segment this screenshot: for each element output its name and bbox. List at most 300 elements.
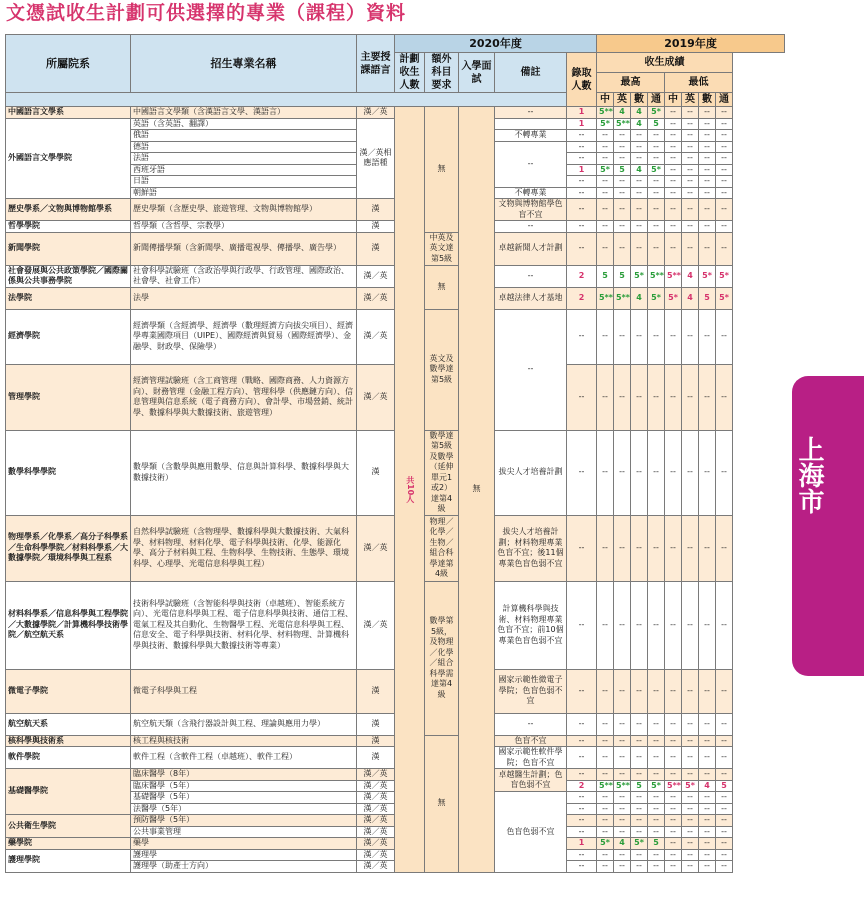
lang-cell: 漢 — [357, 669, 395, 713]
score-lo-cell: -- — [665, 792, 682, 804]
score-lo-cell: -- — [716, 221, 733, 233]
score-lo-cell: -- — [699, 430, 716, 515]
major-cell: 法學 — [131, 287, 357, 309]
score-hi-cell: -- — [648, 713, 665, 735]
score-lo-cell: 5 — [716, 780, 733, 792]
score-lo-cell: -- — [716, 713, 733, 735]
score-hi-cell: -- — [648, 430, 665, 515]
major-cell: 日語 — [131, 176, 357, 188]
score-lo-cell: -- — [665, 107, 682, 119]
extra-req-cell: 英文及數學達第5級 — [425, 309, 459, 430]
lang-cell: 漢／英 — [357, 826, 395, 838]
score-hi-cell: -- — [631, 815, 648, 827]
score-lo-cell: -- — [716, 849, 733, 861]
score-hi-cell: -- — [631, 199, 648, 221]
admitted-cell: -- — [567, 803, 597, 815]
score-hi-cell: -- — [614, 232, 631, 265]
score-lo-cell: -- — [665, 669, 682, 713]
lang-cell: 漢 — [357, 735, 395, 747]
score-lo-cell: -- — [699, 515, 716, 581]
score-lo-cell: -- — [716, 826, 733, 838]
lang-cell: 漢／英 — [357, 849, 395, 861]
score-lo-cell: -- — [716, 815, 733, 827]
score-hi-cell: -- — [597, 187, 614, 199]
extra-req-cell: 無 — [425, 107, 459, 233]
major-cell: 基礎醫學（5年） — [131, 792, 357, 804]
major-cell: 軟件工程（含軟件工程（卓越班）、軟件工程） — [131, 747, 357, 769]
score-hi-cell: -- — [597, 769, 614, 781]
remarks-cell: 色盲色弱不宜 — [495, 792, 567, 873]
score-lo-cell: -- — [699, 747, 716, 769]
remarks-cell: -- — [495, 713, 567, 735]
score-lo-cell: -- — [699, 861, 716, 873]
score-hi-cell: 5 — [648, 838, 665, 850]
score-hi-cell: -- — [648, 309, 665, 364]
score-hi-cell: 5* — [597, 838, 614, 850]
header-dept: 所屬院系 — [6, 35, 131, 93]
score-lo-cell: -- — [665, 849, 682, 861]
score-lo-cell: -- — [682, 792, 699, 804]
remarks-cell: 國家示範性軟件學院；色盲不宜 — [495, 747, 567, 769]
score-hi-cell: -- — [614, 309, 631, 364]
admitted-cell: -- — [567, 861, 597, 873]
score-lo-cell: -- — [716, 232, 733, 265]
score-lo-cell: -- — [682, 515, 699, 581]
score-lo-cell: -- — [699, 849, 716, 861]
admitted-cell: -- — [567, 199, 597, 221]
score-lo-cell: -- — [682, 815, 699, 827]
score-lo-cell: -- — [716, 861, 733, 873]
score-hi-cell: -- — [631, 309, 648, 364]
score-hi-cell: -- — [597, 364, 614, 430]
score-lo-cell: -- — [665, 430, 682, 515]
score-lo-cell: -- — [665, 364, 682, 430]
score-hi-cell: -- — [597, 792, 614, 804]
score-lo-cell: -- — [682, 164, 699, 176]
score-lo-cell: -- — [682, 141, 699, 153]
score-hi-cell: -- — [631, 849, 648, 861]
score-hi-cell: -- — [597, 515, 614, 581]
lang-cell: 漢／英 — [357, 769, 395, 781]
lang-cell: 漢 — [357, 747, 395, 769]
page-title: 文憑試收生計劃可供選擇的專業（課程）資料 — [6, 2, 407, 24]
score-hi-cell: -- — [614, 769, 631, 781]
score-lo-cell: -- — [699, 141, 716, 153]
score-hi-cell: 4 — [614, 838, 631, 850]
score-hi-cell: 5* — [648, 164, 665, 176]
score-lo-cell: -- — [665, 309, 682, 364]
score-hi-cell: -- — [597, 153, 614, 165]
dept-cell: 數學科學學院 — [6, 430, 131, 515]
admission-table-body — [6, 107, 785, 873]
score-hi-cell: -- — [648, 581, 665, 669]
score-hi-cell: -- — [614, 747, 631, 769]
admitted-cell: -- — [567, 221, 597, 233]
dept-cell: 航空航天系 — [6, 713, 131, 735]
lang-cell: 漢／英 — [357, 265, 395, 287]
lang-cell: 漢／英 — [357, 838, 395, 850]
score-lo-cell: -- — [716, 164, 733, 176]
admitted-cell: -- — [567, 232, 597, 265]
score-lo-cell: -- — [665, 815, 682, 827]
score-hi-cell: 5* — [648, 287, 665, 309]
remarks-cell: 卓越法律人才基地 — [495, 287, 567, 309]
dept-cell: 核科學與技術系 — [6, 735, 131, 747]
score-lo-cell: -- — [682, 153, 699, 165]
dept-cell: 藥學院 — [6, 838, 131, 850]
dept-cell: 歷史學系／文物與博物館學系 — [6, 199, 131, 221]
score-hi-cell: -- — [631, 430, 648, 515]
score-hi-cell: 5* — [631, 265, 648, 287]
lang-cell: 漢／英 — [357, 287, 395, 309]
major-cell: 數學類（含數學與應用數學、信息與計算科學、數據科學與大數據技術） — [131, 430, 357, 515]
score-lo-cell: -- — [699, 581, 716, 669]
score-hi-cell: 5** — [597, 780, 614, 792]
score-hi-cell: -- — [597, 430, 614, 515]
remarks-cell: 卓越醫生計劃；色盲色弱不宜 — [495, 769, 567, 792]
score-hi-cell: -- — [614, 153, 631, 165]
dept-cell: 材料科學系／信息科學與工程學院／大數據學院／計算機科學技術學院／航空航天系 — [6, 581, 131, 669]
score-lo-cell: -- — [665, 735, 682, 747]
header-scores: 收生成績 — [597, 53, 733, 73]
score-hi-cell: -- — [614, 176, 631, 188]
lang-cell: 漢／英 — [357, 792, 395, 804]
score-hi-cell: -- — [597, 849, 614, 861]
score-lo-cell: -- — [716, 130, 733, 142]
score-hi-cell: -- — [631, 769, 648, 781]
score-hi-cell: -- — [631, 803, 648, 815]
admitted-cell: -- — [567, 430, 597, 515]
header-quota: 計劃收生人數 — [395, 53, 425, 93]
quota-cell: 共10人 — [395, 107, 425, 873]
score-hi-cell: -- — [614, 364, 631, 430]
score-hi-cell: -- — [648, 861, 665, 873]
score-hi-cell: -- — [614, 803, 631, 815]
score-hi-cell: -- — [648, 176, 665, 188]
score-lo-cell: -- — [716, 803, 733, 815]
lang-cell: 漢／英 — [357, 861, 395, 873]
score-lo-cell: -- — [682, 199, 699, 221]
lang-cell: 漢／英 — [357, 815, 395, 827]
score-lo-cell: 4 — [682, 287, 699, 309]
subj-cn-lo: 中 — [665, 93, 682, 107]
score-hi-cell: -- — [648, 221, 665, 233]
lang-cell: 漢 — [357, 713, 395, 735]
score-hi-cell: 5 — [614, 265, 631, 287]
score-hi-cell: -- — [614, 199, 631, 221]
header-remarks: 備註 — [495, 53, 567, 93]
admitted-cell: -- — [567, 153, 597, 165]
major-cell: 自然科學試驗班（含物理學、數據科學與大數據技術、大氣科學、材料物理、材料化學、電子科學與技術、化學、能源化學、高分子材料與工程、生物科學、生物技術、生態學、環境科學、心理學、光電信息科學與工程） — [131, 515, 357, 581]
major-cell: 護理學 — [131, 849, 357, 861]
score-hi-cell: -- — [648, 803, 665, 815]
dept-cell: 中國語言文學系 — [6, 107, 131, 119]
score-lo-cell: -- — [665, 838, 682, 850]
lang-cell: 漢／英 — [357, 107, 395, 119]
score-hi-cell: 5** — [597, 287, 614, 309]
score-lo-cell: -- — [682, 826, 699, 838]
dept-cell: 管理學院 — [6, 364, 131, 430]
score-lo-cell: 5* — [716, 287, 733, 309]
remarks-cell: 不轉專業 — [495, 187, 567, 199]
remarks-cell: 計算機科學與技術、材料物理專業色盲不宜；前10個專業色盲色弱不宜 — [495, 581, 567, 669]
score-lo-cell: -- — [682, 364, 699, 430]
score-hi-cell: -- — [597, 669, 614, 713]
admitted-cell: -- — [567, 735, 597, 747]
interview-cell: 無 — [459, 107, 495, 873]
score-hi-cell: -- — [614, 815, 631, 827]
score-lo-cell: -- — [716, 515, 733, 581]
extra-req-cell: 無 — [425, 265, 459, 309]
score-hi-cell: -- — [614, 221, 631, 233]
score-hi-cell: -- — [614, 515, 631, 581]
score-hi-cell: -- — [631, 141, 648, 153]
dept-cell: 公共衛生學院 — [6, 815, 131, 838]
score-hi-cell: -- — [614, 849, 631, 861]
score-lo-cell: -- — [682, 430, 699, 515]
score-hi-cell: -- — [614, 130, 631, 142]
score-lo-cell: 5* — [665, 287, 682, 309]
subj-math-hi: 數 — [631, 93, 648, 107]
score-lo-cell: -- — [716, 430, 733, 515]
score-hi-cell: -- — [648, 826, 665, 838]
remarks-cell: -- — [495, 141, 567, 187]
remarks-cell: -- — [495, 309, 567, 430]
admitted-cell: -- — [567, 713, 597, 735]
score-lo-cell: -- — [682, 176, 699, 188]
score-lo-cell: -- — [665, 130, 682, 142]
major-cell: 歷史學類（含歷史學、旅遊管理、文物與博物館學） — [131, 199, 357, 221]
score-hi-cell: -- — [631, 581, 648, 669]
remarks-cell: 文物與博物館學色盲不宜 — [495, 199, 567, 221]
dept-cell: 社會發展與公共政策學院／國際關係與公共事務學院 — [6, 265, 131, 287]
score-lo-cell: -- — [682, 130, 699, 142]
score-lo-cell: -- — [699, 735, 716, 747]
score-lo-cell: 5** — [665, 265, 682, 287]
major-cell: 航空航天類（含飛行器設計與工程、理論與應用力學） — [131, 713, 357, 735]
score-lo-cell: -- — [665, 769, 682, 781]
score-lo-cell: -- — [682, 838, 699, 850]
remarks-cell: 拔尖人才培養計劃；材料物理專業色盲不宜；後11個專業色盲色弱不宜 — [495, 515, 567, 581]
score-hi-cell: -- — [631, 713, 648, 735]
score-lo-cell: -- — [682, 849, 699, 861]
extra-req-cell: 數學達第5級及數學（延伸單元1或2）達第4級 — [425, 430, 459, 515]
major-cell: 法語 — [131, 153, 357, 165]
extra-req-cell: 無 — [425, 735, 459, 872]
score-lo-cell: -- — [716, 838, 733, 850]
score-lo-cell: -- — [699, 199, 716, 221]
score-lo-cell: -- — [716, 769, 733, 781]
score-hi-cell: -- — [631, 176, 648, 188]
header-interview: 入學面試 — [459, 53, 495, 93]
score-lo-cell: -- — [665, 221, 682, 233]
score-hi-cell: -- — [614, 713, 631, 735]
score-hi-cell: -- — [648, 232, 665, 265]
score-lo-cell: -- — [699, 815, 716, 827]
score-hi-cell: -- — [648, 130, 665, 142]
score-hi-cell: -- — [597, 141, 614, 153]
score-hi-cell: -- — [614, 669, 631, 713]
score-lo-cell: 5** — [665, 780, 682, 792]
major-cell: 德語 — [131, 141, 357, 153]
extra-req-cell: 數學第5級，及物理／化學／組合科學需達第4級 — [425, 581, 459, 735]
score-hi-cell: -- — [648, 792, 665, 804]
score-lo-cell: -- — [716, 199, 733, 221]
major-cell: 新聞傳播學類（含新聞學、廣播電視學、傳播學、廣告學） — [131, 232, 357, 265]
score-lo-cell: -- — [665, 515, 682, 581]
score-hi-cell: -- — [648, 141, 665, 153]
score-hi-cell: 5 — [648, 118, 665, 130]
score-lo-cell: -- — [716, 364, 733, 430]
major-cell: 技術科學試驗班（含智能科學與技術（卓越班）、智能系統方向）、光電信息科學與工程、電子信息科學與技術、通信工程、電氣工程及其自動化、生物醫學工程、光電信息科學與工程、信息安全、電子科學與技術、材料化學、材料物理、計算機科學與技術、數據科學與大數據技術等專業） — [131, 581, 357, 669]
score-lo-cell: 5* — [699, 265, 716, 287]
subj-ls-lo: 通 — [716, 93, 733, 107]
admitted-cell: 2 — [567, 287, 597, 309]
dept-cell: 法學院 — [6, 287, 131, 309]
score-lo-cell: -- — [682, 747, 699, 769]
major-cell: 朝鮮語 — [131, 187, 357, 199]
remarks-cell: -- — [495, 265, 567, 287]
score-hi-cell: 5* — [631, 838, 648, 850]
dept-cell: 護理學院 — [6, 849, 131, 872]
score-hi-cell: -- — [597, 221, 614, 233]
score-lo-cell: -- — [682, 221, 699, 233]
score-lo-cell: -- — [699, 838, 716, 850]
score-hi-cell: -- — [631, 515, 648, 581]
score-lo-cell: -- — [699, 792, 716, 804]
score-lo-cell: 5* — [716, 265, 733, 287]
score-hi-cell: -- — [597, 803, 614, 815]
score-hi-cell: -- — [614, 581, 631, 669]
score-hi-cell: -- — [648, 849, 665, 861]
score-lo-cell: -- — [716, 187, 733, 199]
lang-cell: 漢 — [357, 199, 395, 221]
major-cell: 俄語 — [131, 130, 357, 142]
header-admitted: 錄取人數 — [567, 53, 597, 107]
score-lo-cell: -- — [699, 826, 716, 838]
score-hi-cell: 5** — [597, 107, 614, 119]
side-tab-label: 上海市 — [794, 436, 824, 514]
score-hi-cell: -- — [631, 221, 648, 233]
score-lo-cell: -- — [699, 364, 716, 430]
score-lo-cell: -- — [716, 141, 733, 153]
admitted-cell: -- — [567, 826, 597, 838]
score-hi-cell: -- — [597, 713, 614, 735]
header-lang: 主要授課語言 — [357, 35, 395, 93]
score-hi-cell: 4 — [614, 107, 631, 119]
remarks-cell: -- — [495, 221, 567, 233]
score-hi-cell: -- — [614, 792, 631, 804]
dept-cell: 基礎醫學院 — [6, 769, 131, 815]
score-hi-cell: -- — [648, 153, 665, 165]
score-lo-cell: -- — [716, 747, 733, 769]
major-cell: 預防醫學（5年） — [131, 815, 357, 827]
score-hi-cell: -- — [631, 187, 648, 199]
score-lo-cell: -- — [699, 221, 716, 233]
score-lo-cell: 4 — [682, 265, 699, 287]
score-lo-cell: 5 — [699, 287, 716, 309]
score-hi-cell: 5* — [648, 780, 665, 792]
score-lo-cell: -- — [682, 861, 699, 873]
remarks-cell: 色盲不宜 — [495, 735, 567, 747]
admitted-cell: -- — [567, 849, 597, 861]
admitted-cell: -- — [567, 669, 597, 713]
score-lo-cell: -- — [665, 826, 682, 838]
admitted-cell: -- — [567, 747, 597, 769]
lang-cell: 漢／英 — [357, 581, 395, 669]
score-lo-cell: -- — [682, 232, 699, 265]
score-hi-cell: 5* — [648, 107, 665, 119]
score-hi-cell: -- — [631, 130, 648, 142]
score-lo-cell: -- — [699, 130, 716, 142]
score-hi-cell: 5** — [614, 780, 631, 792]
score-lo-cell: -- — [699, 769, 716, 781]
score-lo-cell: -- — [682, 309, 699, 364]
score-lo-cell: -- — [682, 735, 699, 747]
admitted-cell: -- — [567, 309, 597, 364]
major-cell: 藥學 — [131, 838, 357, 850]
major-cell: 經濟學類（含經濟學、經濟學（數理經濟方向拔尖項目）、經濟學專業國際項目（UIPE）、國際經濟與貿易（國際經濟學）、金融學、財政學、保險學） — [131, 309, 357, 364]
score-hi-cell: 5 — [631, 780, 648, 792]
extra-req-cell: 中英及英文達第5級 — [425, 232, 459, 265]
score-hi-cell: -- — [648, 735, 665, 747]
score-hi-cell: -- — [631, 669, 648, 713]
dept-cell: 軟件學院 — [6, 747, 131, 769]
header-major: 招生專業名稱 — [131, 35, 357, 93]
score-lo-cell: -- — [665, 141, 682, 153]
lang-cell: 漢／英 — [357, 803, 395, 815]
dept-cell: 物理學系／化學系／高分子科學系／生命科學學院／材料科學系／大數據學院／環境科學與工程系 — [6, 515, 131, 581]
score-hi-cell: -- — [597, 747, 614, 769]
score-lo-cell: -- — [665, 187, 682, 199]
score-lo-cell: -- — [682, 803, 699, 815]
subj-ls-hi: 通 — [648, 93, 665, 107]
admission-table — [5, 34, 785, 873]
score-hi-cell: -- — [648, 769, 665, 781]
admitted-cell: 1 — [567, 118, 597, 130]
score-lo-cell: -- — [699, 153, 716, 165]
score-hi-cell: -- — [597, 826, 614, 838]
score-hi-cell: 4 — [631, 118, 648, 130]
score-lo-cell: -- — [682, 187, 699, 199]
score-hi-cell: 4 — [631, 287, 648, 309]
admitted-cell: -- — [567, 769, 597, 781]
subj-math-lo: 數 — [699, 93, 716, 107]
admitted-cell: -- — [567, 364, 597, 430]
lang-cell: 漢 — [357, 430, 395, 515]
major-cell: 經濟管理試驗班（含工商管理（戰略、國際商務、人力資源方向）、財務管理（金融工程方向）、管理科學（供應鏈方向）、信息管理與信息系統（電子商務方向）、會計學、市場營銷、統計學、數據科學與大數據技術、旅遊管理） — [131, 364, 357, 430]
score-lo-cell: -- — [665, 803, 682, 815]
score-hi-cell: -- — [631, 735, 648, 747]
score-lo-cell: -- — [682, 118, 699, 130]
score-lo-cell: -- — [665, 199, 682, 221]
score-lo-cell: -- — [682, 581, 699, 669]
score-hi-cell: -- — [648, 364, 665, 430]
major-cell: 英語（含英語、翻譯） — [131, 118, 357, 130]
score-lo-cell: -- — [716, 735, 733, 747]
score-hi-cell: 5** — [614, 118, 631, 130]
score-hi-cell: -- — [597, 735, 614, 747]
dept-cell: 哲學學院 — [6, 221, 131, 233]
admitted-cell: 1 — [567, 838, 597, 850]
major-cell: 核工程與核技術 — [131, 735, 357, 747]
major-cell: 社會科學試驗班（含政治學與行政學、行政管理、國際政治、社會學、社會工作） — [131, 265, 357, 287]
major-cell: 護理學（助產士方向） — [131, 861, 357, 873]
score-hi-cell: -- — [614, 187, 631, 199]
score-hi-cell: -- — [648, 199, 665, 221]
score-lo-cell: -- — [665, 176, 682, 188]
remarks-cell: 卓越新聞人才計劃 — [495, 232, 567, 265]
